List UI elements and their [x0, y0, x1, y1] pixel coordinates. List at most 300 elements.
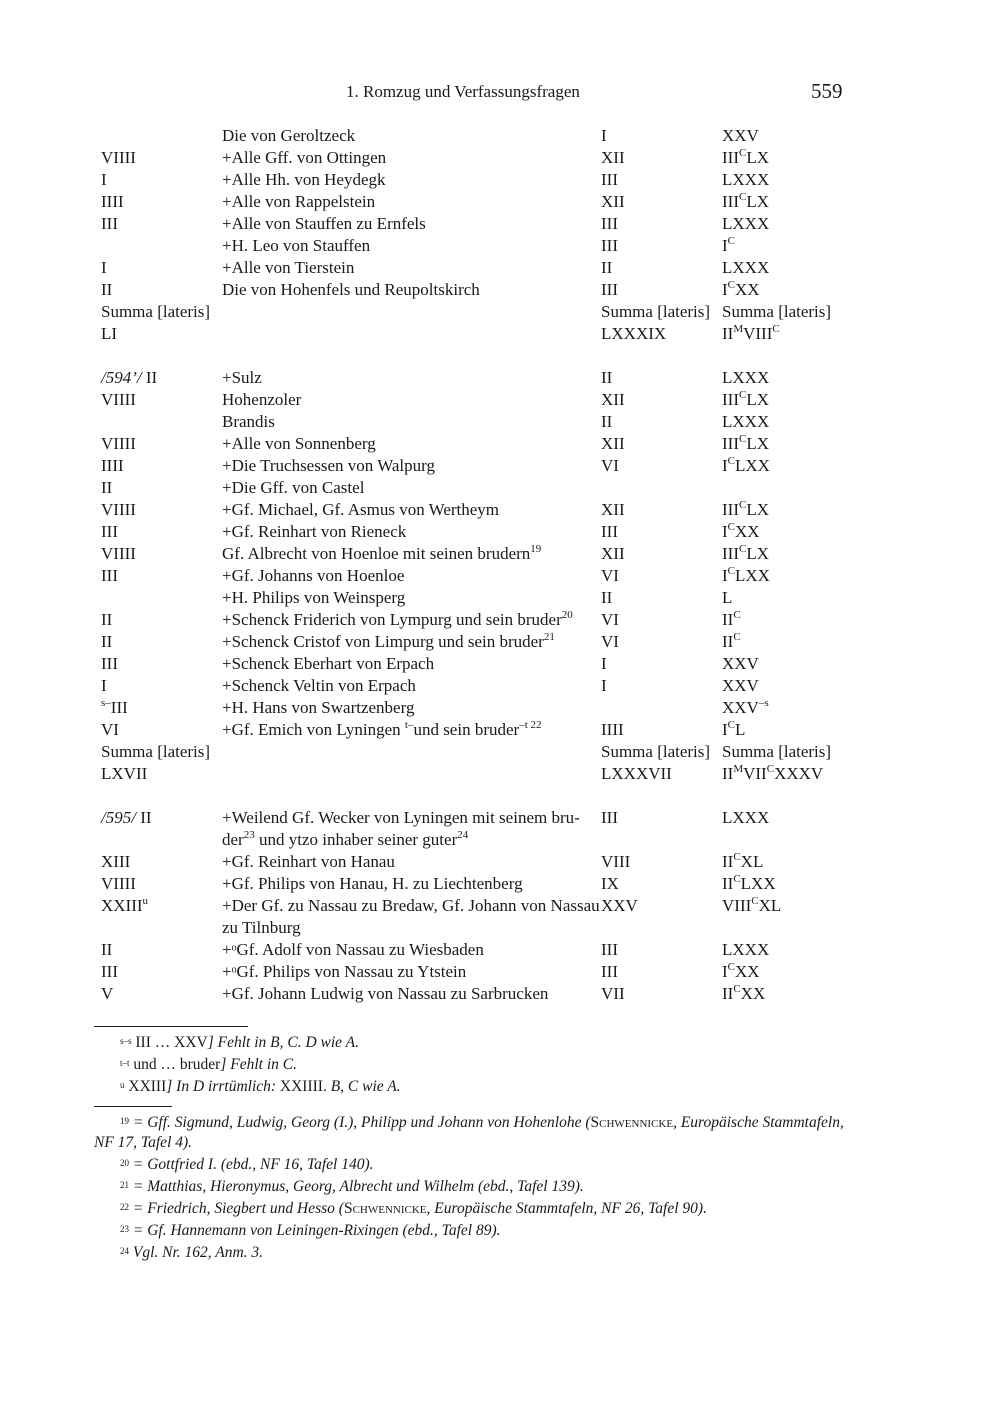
cell-text: Gf. Albrecht von Hoenloe mit seinen brudern: [222, 544, 531, 563]
cell-text: II: [141, 368, 158, 387]
cell-text: XXV: [722, 676, 759, 695]
cell-c4: [722, 983, 765, 1005]
cell-text: VI: [601, 566, 619, 585]
cell-text: XII: [601, 544, 625, 563]
cell-text: L: [735, 720, 746, 739]
footnote-text: = Friedrich, Siegbert und Hesso (: [132, 1200, 344, 1217]
cell-c1: [101, 807, 152, 829]
author-name: Schwennicke: [343, 1200, 427, 1217]
cell-text: III: [601, 962, 618, 981]
cell-text: III: [722, 148, 739, 167]
footnote: [94, 1241, 854, 1263]
cell-c2: [222, 191, 602, 213]
superscript: –t 22: [519, 719, 542, 731]
page-number: 559: [811, 79, 843, 103]
footnote-number: 19: [120, 1116, 129, 1126]
cell-text: III: [101, 962, 118, 981]
footnotes: [94, 1111, 854, 1263]
cell-c3: [601, 323, 666, 345]
cell-text: I: [101, 258, 107, 277]
cell-text: XX: [735, 522, 760, 541]
cell-c4: [722, 675, 759, 697]
table-row: [101, 433, 861, 455]
cell-c4: [722, 543, 769, 565]
cell-text: III: [101, 654, 118, 673]
cell-text: +Sulz: [222, 368, 262, 387]
cell-c3: [601, 279, 618, 301]
footnote: [94, 1219, 854, 1241]
cell-text: LXXX: [722, 808, 770, 827]
cell-text: XXV: [722, 126, 759, 145]
cell-c3: [601, 521, 618, 543]
superscript: s–: [101, 697, 111, 709]
footnote: [94, 1175, 854, 1197]
table-row: [101, 807, 861, 851]
superscript: M: [733, 763, 744, 775]
superscript: C: [727, 961, 736, 973]
cell-text: I: [101, 170, 107, 189]
cell-text: LXXX: [722, 368, 770, 387]
cell-c3: [601, 191, 625, 213]
cell-c3: [601, 851, 630, 873]
cell-text: LX: [746, 500, 769, 519]
cell-c3: [601, 147, 625, 169]
table-row: [101, 675, 861, 697]
footnote-number: 24: [120, 1246, 129, 1256]
cell-c1: [101, 961, 118, 983]
cell-text: +Gf. Johann Ludwig von Nassau zu Sarbrucken: [222, 984, 549, 1003]
cell-text: Summa [lateris]: [722, 302, 832, 321]
cell-c2: [222, 367, 602, 389]
cell-c4: [722, 895, 781, 917]
cell-c1: [101, 565, 118, 587]
cell-text: III: [722, 192, 739, 211]
superscript: C: [727, 279, 736, 291]
cell-c4: [722, 653, 759, 675]
folio-mark: /594’/: [101, 368, 142, 387]
table-row: [101, 301, 861, 323]
cell-c4: [722, 301, 831, 323]
cell-text: I: [722, 962, 728, 981]
apparatus-note: [94, 1053, 854, 1075]
cell-text: +Schenck Eberhart von Erpach: [222, 654, 435, 673]
superscript: t–: [404, 719, 414, 731]
cell-text: I: [101, 676, 107, 695]
cell-text: VI: [601, 632, 619, 651]
cell-text: II: [101, 940, 113, 959]
cell-c3: [601, 411, 612, 433]
cell-text: II: [135, 808, 152, 827]
cell-c3: [601, 213, 618, 235]
table-row: [101, 543, 861, 565]
cell-c1: [101, 169, 107, 191]
superscript: C: [738, 389, 747, 401]
cell-c3: [601, 631, 619, 653]
cell-c3: [601, 895, 638, 917]
superscript: C: [727, 455, 736, 467]
cell-c3: [601, 939, 618, 961]
cell-c4: [722, 257, 769, 279]
superscript: C: [733, 851, 741, 863]
cell-c2: [222, 807, 602, 851]
cell-text: LI: [101, 324, 118, 343]
cell-text: XXV: [722, 654, 759, 673]
table-row: [101, 169, 861, 191]
cell-text: +Gf. Emich von Lyningen: [222, 720, 405, 739]
superscript: C: [738, 433, 747, 445]
cell-c1: [101, 609, 112, 631]
superscript: 23: [243, 829, 255, 841]
cell-text: Brandis: [222, 412, 275, 431]
superscript: C: [727, 235, 736, 247]
cell-text: LXXXVII: [601, 764, 672, 783]
cell-c2: [222, 411, 602, 433]
cell-c4: [722, 323, 780, 345]
cell-text: VIII: [722, 896, 752, 915]
cell-text: +Schenck Veltin von Erpach: [222, 676, 416, 695]
cell-c1: [101, 939, 112, 961]
cell-c4: [722, 609, 741, 631]
cell-c3: [601, 741, 710, 763]
cell-text: LX: [746, 434, 769, 453]
cell-c3: [601, 873, 619, 895]
table-row: [101, 279, 861, 301]
cell-c4: [722, 169, 769, 191]
table-row: [101, 213, 861, 235]
cell-text: XII: [601, 390, 625, 409]
cell-c2: [222, 521, 602, 543]
cell-c4: [722, 851, 763, 873]
cell-text: XX: [740, 984, 766, 1003]
cell-text: +Gf. Reinhart von Hanau: [222, 852, 395, 871]
cell-text: +Alle von Tierstein: [222, 258, 355, 277]
cell-text: III: [101, 522, 118, 541]
cell-text: II: [722, 984, 734, 1003]
cell-c2: [222, 499, 602, 521]
cell-text: I: [601, 126, 607, 145]
cell-c1: [101, 895, 148, 917]
cell-c2: [222, 609, 602, 631]
cell-c2: [222, 477, 602, 499]
cell-c3: [601, 961, 618, 983]
cell-c4: [722, 499, 769, 521]
cell-text: +Die Truchsessen von Walpurg: [222, 456, 436, 475]
cell-c1: [101, 719, 119, 741]
cell-text: +Schenck Friderich von Lympurg und sein bruder: [222, 610, 562, 629]
cell-text: III: [601, 280, 618, 299]
cell-c3: [601, 763, 672, 785]
cell-text: LXX: [735, 456, 770, 475]
folio-mark: /595/: [101, 808, 136, 827]
table-row: [101, 741, 861, 763]
cell-text: VII: [743, 764, 767, 783]
cell-c1: [101, 367, 157, 389]
cell-c4: [722, 807, 769, 829]
superscript: C: [738, 191, 747, 203]
footnote: [94, 1111, 854, 1153]
cell-text: LXXXIX: [601, 324, 667, 343]
cell-text: VI: [101, 720, 119, 739]
cell-c4: [722, 235, 735, 257]
superscript: C: [727, 719, 736, 731]
table-row: [101, 939, 861, 961]
cell-text: IIII: [101, 192, 124, 211]
table-row: [101, 235, 861, 257]
footnote-rule: [94, 1106, 172, 1107]
cell-text: II: [601, 412, 613, 431]
lemma: XXIII: [128, 1078, 167, 1095]
cell-c1: [101, 763, 147, 785]
cell-text: +Alle Hh. von Heydegk: [222, 170, 386, 189]
cell-c2: [222, 895, 602, 939]
footnote-text: = Gf. Hannemann von Leiningen-Rixingen (ebd., Tafel 89).: [132, 1222, 501, 1239]
cell-c2: [222, 213, 602, 235]
cell-text: und sein bruder: [413, 720, 520, 739]
table-row: [101, 257, 861, 279]
superscript: 21: [543, 631, 555, 643]
lemma: und … bruder: [133, 1056, 221, 1073]
note-text: ] Fehlt in C.: [220, 1056, 297, 1073]
lemma: XXIIII.: [279, 1078, 327, 1095]
cell-text: +Der Gf. zu Nassau zu Bredaw, Gf. Johann von Nassau zu Tilnburg: [222, 896, 600, 937]
table-row: [101, 873, 861, 895]
cell-text: II: [722, 852, 734, 871]
cell-text: I: [722, 522, 728, 541]
cell-c2: [222, 631, 602, 653]
table-row: [101, 499, 861, 521]
cell-text: Die von Geroltzeck: [222, 126, 356, 145]
cell-c4: [722, 587, 732, 609]
cell-text: I: [722, 566, 728, 585]
cell-text: I: [722, 236, 728, 255]
cell-text: XII: [601, 434, 625, 453]
cell-c2: [222, 587, 602, 609]
cell-text: I: [601, 654, 607, 673]
superscript: C: [738, 543, 747, 555]
footnote-number: 23: [120, 1224, 129, 1234]
cell-c2: [222, 719, 602, 741]
cell-c3: [601, 169, 618, 191]
superscript: M: [733, 323, 744, 335]
cell-c1: [101, 697, 128, 719]
cell-c1: [101, 675, 107, 697]
footnote: [94, 1153, 854, 1175]
cell-c4: [722, 521, 760, 543]
cell-text: VIIII: [101, 544, 136, 563]
cell-c4: [722, 147, 769, 169]
cell-text: II: [101, 478, 113, 497]
cell-text: Summa [lateris]: [101, 302, 211, 321]
cell-c3: [601, 257, 612, 279]
cell-text: +Gf. Philips von Hanau, H. zu Liechtenberg: [222, 874, 523, 893]
cell-text: VIII: [743, 324, 773, 343]
cell-text: LXXX: [722, 258, 770, 277]
cell-text: LXXX: [722, 214, 770, 233]
cell-text: XX: [735, 962, 760, 981]
cell-text: XIII: [101, 852, 131, 871]
table-row: [101, 631, 861, 653]
cell-c4: [722, 191, 769, 213]
cell-c2: [222, 433, 602, 455]
cell-text: XXIII: [101, 896, 143, 915]
cell-text: +H. Philips von Weinsperg: [222, 588, 406, 607]
cell-c1: [101, 257, 107, 279]
note-text: ] Fehlt in B, C. D wie A.: [207, 1034, 359, 1051]
cell-c4: [722, 213, 769, 235]
cell-c2: [222, 675, 602, 697]
cell-c1: [101, 147, 136, 169]
cell-text: II: [722, 610, 734, 629]
cell-text: II: [101, 280, 113, 299]
cell-text: VII: [601, 984, 625, 1003]
cell-c4: [722, 125, 759, 147]
table-row: [101, 653, 861, 675]
apparatus-note: [94, 1031, 854, 1053]
cell-text: III: [101, 214, 118, 233]
cell-text: III: [601, 522, 618, 541]
cell-text: VIII: [601, 852, 631, 871]
cell-text: VIIII: [101, 434, 136, 453]
superscript: C: [733, 983, 741, 995]
cell-text: +ᵒGf. Philips von Nassau zu Ytstein: [222, 962, 467, 981]
cell-text: XII: [601, 192, 625, 211]
cell-text: I: [601, 676, 607, 695]
cell-text: III: [601, 808, 618, 827]
footnote-number: 22: [120, 1202, 129, 1212]
cell-text: VI: [601, 610, 619, 629]
cell-text: III: [601, 214, 618, 233]
cell-text: III: [101, 566, 118, 585]
cell-c4: [722, 697, 769, 719]
cell-c1: [101, 389, 136, 411]
table-row: [101, 389, 861, 411]
cell-c2: [222, 851, 602, 873]
superscript: C: [766, 763, 775, 775]
cell-text: LXXX: [722, 170, 770, 189]
cell-c4: [722, 279, 760, 301]
cell-c3: [601, 235, 618, 257]
table-row: [101, 477, 861, 499]
cell-c1: [101, 521, 118, 543]
cell-c1: [101, 323, 117, 345]
cell-text: XXXV: [774, 764, 824, 783]
cell-text: XX: [735, 280, 760, 299]
cell-c2: [222, 125, 602, 147]
cell-text: III: [601, 236, 618, 255]
cell-text: III: [722, 434, 739, 453]
cell-c4: [722, 411, 769, 433]
lemma: III … XXV: [135, 1034, 208, 1051]
cell-text: +H. Leo von Stauffen: [222, 236, 371, 255]
cell-c4: [722, 961, 760, 983]
cell-c3: [601, 719, 624, 741]
cell-text: und ytzo inhaber seiner guter: [254, 830, 458, 849]
table-row: [101, 895, 861, 939]
table-row: [101, 565, 861, 587]
cell-text: XII: [601, 148, 625, 167]
tax-register-table: [101, 125, 861, 1005]
cell-text: V: [101, 984, 114, 1003]
note-text: ] In D irrtümlich:: [166, 1078, 280, 1095]
author-name: Schwennicke: [590, 1114, 674, 1131]
cell-c1: [101, 631, 112, 653]
cell-text: III: [601, 170, 618, 189]
superscript: 24: [457, 829, 469, 841]
cell-text: LX: [746, 148, 769, 167]
cell-text: +Alle von Sonnenberg: [222, 434, 376, 453]
cell-c1: [101, 191, 124, 213]
cell-text: IIII: [601, 720, 624, 739]
cell-text: Hohenzoler: [222, 390, 302, 409]
cell-c1: [101, 477, 112, 499]
cell-text: +Gf. Reinhart von Rieneck: [222, 522, 407, 541]
superscript: C: [772, 323, 780, 335]
cell-text: Summa [lateris]: [601, 742, 711, 761]
cell-text: +Weilend Gf. Wecker von Lyningen mit seinem bruder: [222, 808, 580, 849]
cell-text: LX: [746, 544, 769, 563]
cell-c2: [222, 169, 602, 191]
cell-text: VI: [601, 456, 619, 475]
superscript: C: [738, 147, 747, 159]
cell-text: I: [722, 456, 728, 475]
cell-text: +Schenck Cristof von Limpurg und sein bruder: [222, 632, 544, 651]
table-row: [101, 719, 861, 741]
cell-text: +Alle von Stauffen zu Ernfels: [222, 214, 426, 233]
superscript: u: [142, 895, 149, 907]
footnote-text: = Gff. Sigmund, Ludwig, Georg (I.), Philipp und Johann von Hohenlohe (: [132, 1114, 591, 1131]
cell-c1: [101, 741, 210, 763]
cell-text: II: [601, 588, 613, 607]
cell-c1: [101, 873, 136, 895]
cell-text: II: [722, 764, 734, 783]
cell-c2: [222, 961, 602, 983]
cell-c2: [222, 983, 602, 1005]
note-mark: u: [120, 1080, 125, 1090]
table-row: [101, 191, 861, 213]
cell-text: II: [722, 874, 734, 893]
table-row: [101, 983, 861, 1005]
cell-c1: [101, 983, 113, 1005]
cell-text: +Die Gff. von Castel: [222, 478, 365, 497]
cell-text: VIIII: [101, 148, 136, 167]
footnote-text: , Europäische Stammtafeln, NF 17, Tafel 4).: [94, 1114, 844, 1151]
cell-text: II: [101, 632, 113, 651]
superscript: C: [738, 499, 747, 511]
cell-text: I: [722, 280, 728, 299]
cell-text: III: [722, 544, 739, 563]
cell-c1: [101, 279, 112, 301]
cell-c3: [601, 807, 618, 829]
cell-text: XXV: [722, 698, 759, 717]
cell-c3: [601, 983, 625, 1005]
cell-c3: [601, 301, 710, 323]
cell-c4: [722, 433, 769, 455]
table-row: [101, 323, 861, 345]
cell-c2: [222, 653, 602, 675]
cell-c4: [722, 741, 831, 763]
superscript: C: [727, 565, 736, 577]
superscript: C: [733, 609, 741, 621]
cell-c4: [722, 763, 823, 785]
cell-text: II: [601, 368, 613, 387]
superscript: –s: [758, 697, 769, 709]
cell-text: III: [110, 698, 128, 717]
table-row: [101, 697, 861, 719]
cell-text: I: [722, 720, 728, 739]
cell-c4: [722, 719, 745, 741]
footnote-number: 21: [120, 1180, 129, 1190]
table-row: [101, 763, 861, 785]
